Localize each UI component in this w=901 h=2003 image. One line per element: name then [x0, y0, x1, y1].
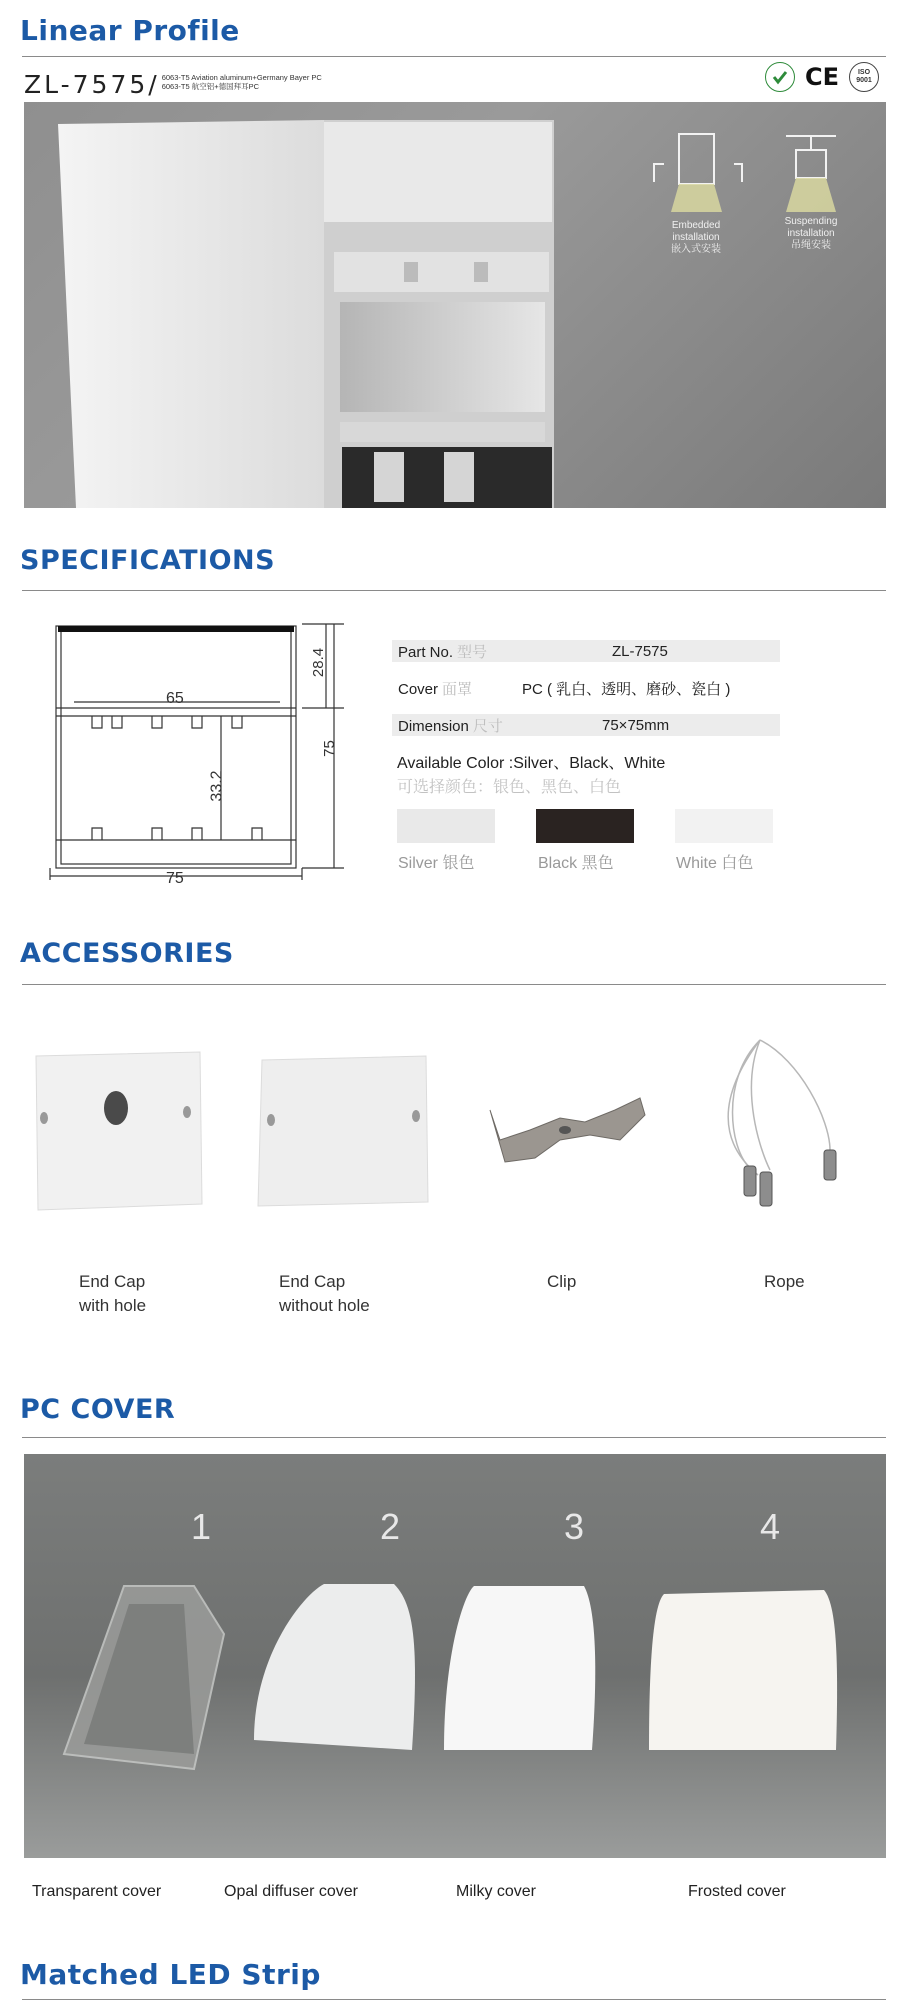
accessory-0-line1: End Cap: [79, 1272, 146, 1291]
pc-number-3: 3: [564, 1506, 585, 1547]
accessory-1-line2: without hole: [279, 1296, 370, 1315]
frosted-cover-sample: [649, 1590, 837, 1750]
specifications-title: SPECIFICATIONS: [20, 545, 276, 576]
pc-cover-photo: [24, 1454, 886, 1858]
led-strip-divider: [22, 1999, 886, 2000]
accessory-end-cap-without-hole: [279, 1270, 370, 1318]
pc-number-4: 4: [760, 1506, 781, 1547]
model-line: [24, 70, 322, 99]
rope-image: [728, 1040, 830, 1175]
spec-key-part-no: [392, 641, 522, 662]
swatch-black: [536, 809, 634, 843]
spec-key-part-no-en: Part No.: [398, 643, 454, 661]
pc-label-transparent: Transparent cover: [32, 1883, 162, 1900]
title-divider: [22, 56, 886, 57]
accessory-clip: [547, 1270, 576, 1294]
spec-val-cover: PC ( 乳白、透明、磨砂、瓷白 ): [522, 680, 731, 698]
spec-key-cover-cn: 面罩: [442, 680, 473, 698]
accessory-rope: [764, 1270, 805, 1294]
rope-fittings: [744, 1150, 836, 1206]
spec-key-dimension-en: Dimension: [398, 717, 469, 735]
swatch-black-label: Black 黑色: [538, 855, 614, 872]
hero-product-photo: [24, 102, 886, 508]
pc-label-frosted: Frosted cover: [688, 1883, 786, 1900]
certifications: [765, 62, 879, 92]
available-color: Available Color :Silver、Black、White: [397, 755, 666, 772]
inst-suspending-en1: Suspending: [784, 216, 838, 227]
accessories-images: [0, 1000, 901, 1240]
dim-height-upper: 28.4: [310, 647, 328, 678]
clip-image: [490, 1098, 645, 1162]
dim-inner-width: 65: [166, 690, 184, 707]
accessory-1-line1: End Cap: [279, 1272, 346, 1291]
rohs-icon: [765, 62, 795, 92]
opal-cover-sample: [254, 1584, 415, 1750]
inst-suspending-cn: 吊绳安装: [791, 240, 831, 251]
pc-label-milky: Milky cover: [456, 1883, 537, 1900]
spec-row-part-no: [392, 640, 780, 662]
spec-val-part-no: ZL-7575: [612, 642, 668, 660]
available-color-cn: 可选择颜色：银色、黑色、白色: [397, 779, 622, 796]
pc-number-2: 2: [380, 1506, 401, 1547]
accessory-2-line1: Clip: [547, 1272, 577, 1291]
model-code: ZL-7575/: [24, 70, 160, 99]
model-description: [162, 73, 322, 91]
spec-key-cover: [392, 678, 522, 699]
pc-label-opal: Opal diffuser cover: [224, 1883, 358, 1900]
accessory-end-cap-with-hole: [79, 1270, 146, 1318]
spec-key-cover-en: Cover: [398, 680, 439, 698]
installation-embedded: [641, 220, 751, 256]
end-cap-without-hole-image: [258, 1056, 428, 1206]
swatch-white-label: White 白色: [676, 855, 754, 872]
profile-render: [24, 102, 886, 508]
ce-icon: CE: [804, 63, 839, 91]
spec-val-dimension: 75×75mm: [602, 716, 670, 734]
spec-key-part-no-cn: 型号: [457, 643, 488, 661]
pc-cover-samples: [24, 1454, 886, 1858]
accessory-0-line2: with hole: [79, 1296, 147, 1315]
accessories-title: ACCESSORIES: [20, 938, 234, 969]
led-strip-title: Matched LED Strip: [20, 1958, 321, 1991]
inst-embedded-en1: Embedded: [671, 220, 721, 231]
spec-row-dimension: [392, 714, 780, 736]
pc-cover-title: PC COVER: [20, 1394, 176, 1425]
dim-width: 75: [166, 870, 184, 887]
milky-cover-sample: [444, 1586, 595, 1750]
installation-suspending: [756, 216, 866, 252]
accessories-divider: [22, 984, 886, 985]
swatch-white: [675, 809, 773, 843]
profile-cross-section-drawing: [44, 612, 344, 902]
inst-suspending-en2: installation: [787, 228, 835, 239]
transparent-cover-sample: [64, 1586, 224, 1769]
spec-key-dimension: [392, 715, 522, 736]
inst-embedded-cn: 嵌入式安装: [671, 244, 721, 255]
iso-icon: ISO 9001: [849, 62, 879, 92]
inst-embedded-en2: installation: [672, 232, 720, 243]
swatch-silver-label: Silver 银色: [398, 855, 475, 872]
specifications-divider: [22, 590, 886, 591]
spec-row-cover: [392, 677, 780, 699]
model-desc-cn: 6063-T5 航空铝+德国拜耳PC: [161, 82, 260, 91]
page-title: Linear Profile: [20, 14, 240, 47]
dim-total-height: 75: [320, 740, 338, 757]
swatch-silver: [397, 809, 495, 843]
accessory-3-line1: Rope: [764, 1272, 805, 1291]
dim-middle: 33.2: [208, 770, 226, 802]
spec-key-dimension-cn: 尺寸: [472, 717, 503, 735]
pc-cover-divider: [22, 1437, 886, 1438]
end-cap-with-hole-image: [36, 1052, 202, 1210]
model-desc-en: 6063-T5 Aviation aluminum+Germany Bayer PC: [161, 73, 322, 82]
pc-number-1: 1: [191, 1506, 212, 1547]
